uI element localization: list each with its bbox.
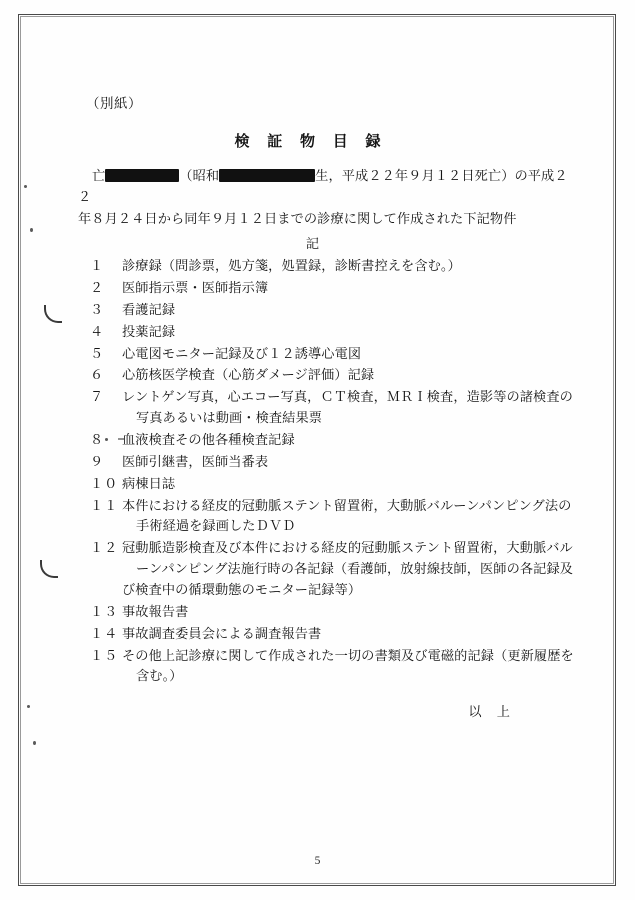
evidence-item-list bbox=[78, 256, 578, 687]
item-text bbox=[122, 538, 578, 601]
item-text-line1: 事故調査委員会による調査報告書 bbox=[122, 625, 322, 641]
scan-speck bbox=[24, 185, 27, 188]
item-text bbox=[122, 624, 578, 645]
item-text-continuation: 手術経過を録画したＤＶＤ bbox=[136, 518, 296, 534]
item-text-line1: 心筋核医学検査（心筋ダメージ評価）記録 bbox=[122, 367, 375, 383]
item-text bbox=[122, 365, 578, 386]
item-text-line1: 医師指示票・医師指示簿 bbox=[122, 279, 269, 295]
list-item bbox=[78, 624, 578, 645]
item-text-line1: 看護記録 bbox=[122, 301, 176, 317]
item-number: ８ bbox=[90, 432, 105, 447]
page-number: 5 bbox=[314, 855, 321, 867]
item-text-continuation: ーンパンピング法施行時の各記録（看護師，放射線技師，医師の各記録及び検査中の循環動態のモニター記録等） bbox=[122, 561, 574, 598]
scan-speck bbox=[33, 741, 36, 745]
scan-speck bbox=[30, 228, 33, 232]
list-item bbox=[78, 365, 578, 386]
item-number: １ bbox=[90, 258, 105, 274]
list-item bbox=[78, 322, 578, 343]
item-text-continuation: 含む。） bbox=[136, 668, 183, 684]
attachment-label: （別紙） bbox=[86, 96, 142, 111]
item-text-continuation: 写真あるいは動画・検査結果票 bbox=[136, 410, 323, 426]
item-text-line1: 冠動脈造影検査及び本件における経皮的冠動脈ステント留置術，大動脈バル bbox=[122, 540, 573, 556]
list-item bbox=[78, 474, 578, 495]
item-number: ２ bbox=[90, 279, 105, 295]
item-text-line1: 心電図モニター記録及び１２誘導心電図 bbox=[122, 345, 362, 361]
item-text-line1: レントゲン写真，心エコー写真，ＣＴ検査，ＭＲＩ検査，造影等の諸検査の bbox=[122, 389, 573, 405]
item-text bbox=[122, 646, 578, 688]
list-item bbox=[78, 256, 578, 277]
item-text bbox=[122, 496, 578, 538]
item-number: ９ bbox=[90, 453, 105, 469]
lede-paragraph bbox=[78, 165, 578, 229]
item-text bbox=[122, 452, 578, 473]
lede-after-birth: 生，平成２２年９月１２日死亡）の平成２２ bbox=[78, 168, 568, 205]
item-text bbox=[122, 344, 578, 365]
list-item bbox=[78, 278, 578, 299]
page-title: 検 証 物 目 録 bbox=[234, 134, 388, 150]
list-item bbox=[78, 430, 578, 451]
item-number: ５ bbox=[90, 345, 105, 361]
item-text-line1: 投薬記録 bbox=[122, 323, 176, 339]
list-item bbox=[78, 538, 578, 601]
list-item bbox=[78, 452, 578, 473]
item-text-line1: 診療録（問診票，処方箋，処置録，診断書控えを含む。） bbox=[122, 258, 461, 274]
item-text bbox=[122, 278, 578, 299]
item-text bbox=[122, 387, 578, 429]
item-number: １０ bbox=[90, 475, 119, 491]
item-text bbox=[122, 322, 578, 343]
item-number: ７ bbox=[90, 389, 105, 405]
closing-marker: 以 上 bbox=[468, 704, 516, 720]
list-item bbox=[78, 300, 578, 321]
item-text bbox=[122, 430, 578, 451]
list-item bbox=[78, 344, 578, 365]
item-number: ４ bbox=[90, 323, 105, 339]
list-item bbox=[78, 646, 578, 688]
item-text-line1: 血液検査その他各種検査記録 bbox=[122, 432, 295, 447]
item-text bbox=[122, 602, 578, 623]
item-number: １３ bbox=[90, 603, 119, 619]
redaction-bar-name bbox=[105, 169, 179, 182]
list-item bbox=[78, 602, 578, 623]
item-text-line1: 事故報告書 bbox=[122, 603, 189, 619]
ki-marker: 記 bbox=[305, 236, 321, 252]
item-text bbox=[122, 474, 578, 495]
list-item bbox=[78, 387, 578, 429]
scan-speck bbox=[27, 705, 30, 708]
item-number: ６ bbox=[90, 367, 105, 383]
item-text-line1: 本件における経皮的冠動脈ステント留置術，大動脈バルーンパンピング法の bbox=[122, 497, 572, 513]
lede-middle: （昭和 bbox=[179, 168, 220, 183]
redaction-bar-birthdate bbox=[219, 169, 315, 182]
item-text bbox=[122, 300, 578, 321]
lede-line2: 年８月２４日から同年９月１２日までの診療に関して作成された下記物件 bbox=[78, 210, 517, 226]
item-number: １４ bbox=[90, 625, 119, 641]
item-number: ３ bbox=[90, 301, 105, 317]
item-number: １１ bbox=[90, 497, 119, 513]
item-number: １２ bbox=[90, 540, 119, 556]
list-item bbox=[78, 496, 578, 538]
item-text-line1: 病棟日誌 bbox=[122, 475, 176, 491]
item-text-line1: 医師引継書，医師当番表 bbox=[122, 453, 269, 469]
item-text bbox=[122, 256, 578, 277]
document-body bbox=[78, 92, 578, 720]
item-text-line1: その他上記診療に関して作成された一切の書類及び電磁的記録（更新履歴を bbox=[122, 647, 574, 663]
lede-prefix: 亡 bbox=[92, 168, 106, 183]
item-number: １５ bbox=[90, 647, 119, 663]
